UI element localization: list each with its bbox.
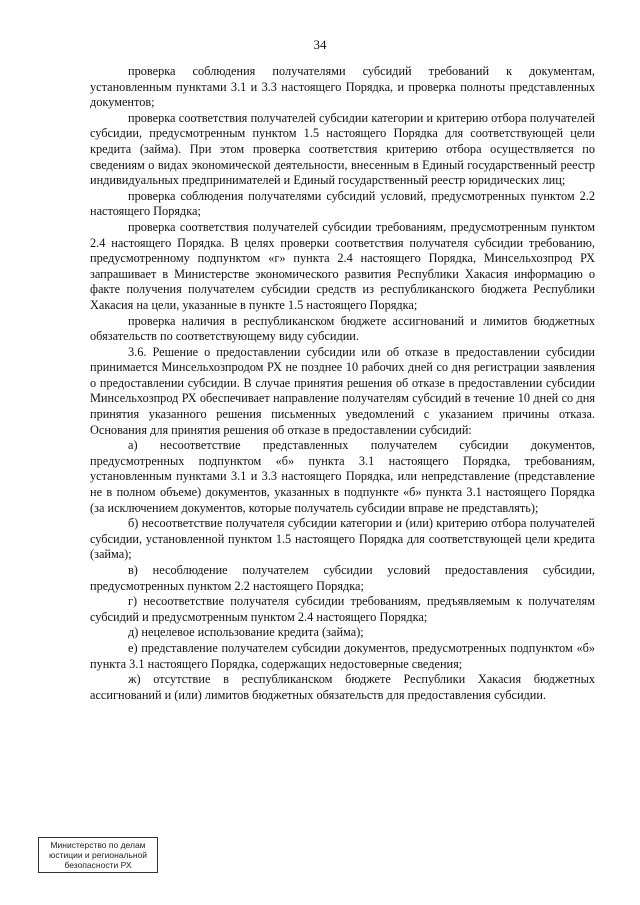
paragraph: 3.6. Решение о предоставлении субсидии или об отказе в предоставлении субсидии принимается Минсельхозпродом РХ не позднее 10 рабочих дней со дня регистрации заявления о предоставлении субсидии. В случае принятия решения об отказе в предоставлении субсидии Минсельхозпрод РХ обеспечивает направление получателям субсидий в течение 10 дней со дня принятия указанного решения письменных уведомлений с указанием причины отказа. Основания для принятия решения об отказе в предоставлении субсидий: — [90, 344, 595, 437]
paragraph: проверка соблюдения получателями субсидий условий, предусмотренных пунктом 2.2 настоящего Порядка; — [90, 188, 595, 219]
paragraph: а) несоответствие представленных получателем субсидии документов, предусмотренных подпунктом «б» пункта 3.1 настоящего Порядка, требованиям, установленным пунктами 3.1 и 3.3 настоящего Порядка, или непредставление (представление не в полном объеме) документов, указанных в подпункте «б» пункта 3.1 настоящего Порядка (за исключением документов, которые получатель субсидии вправе не представлять); — [90, 438, 595, 515]
document-body — [90, 64, 595, 703]
paragraph: г) несоответствие получателя субсидии требованиям, предъявляемым к получателям субсидий и предусмотренным пунктом 2.4 настоящего Порядка; — [90, 594, 595, 624]
page-number: 34 — [313, 37, 327, 52]
stamp-line: Министерство по делам — [50, 840, 146, 850]
stamp-line: безопасности РХ — [64, 860, 132, 870]
paragraph: е) представление получателем субсидии документов, предусмотренных подпунктом «б» пункта 3.1 настоящего Порядка, содержащих недостоверные сведения; — [90, 640, 595, 671]
paragraph: ж) отсутствие в республиканском бюджете Республики Хакасия бюджетных ассигнований и (или) лимитов бюджетных обязательств для предоставления субсидии. — [90, 672, 595, 702]
ministry-stamp — [38, 837, 158, 873]
paragraph: д) нецелевое использование кредита (займа); — [128, 625, 364, 640]
paragraph: б) несоответствие получателя субсидии категории и (или) критерию отбора получателей субсидии, установленной пунктом 1.5 настоящего Порядка для соответствующей цели кредита (займа); — [90, 516, 595, 562]
paragraph: проверка соответствия получателей субсидии требованиям, предусмотренным пунктом 2.4 настоящего Порядка. В целях проверки соответствия получателя субсидии требованию, предусмотренному подпунктом «г» пункта 2.4 настоящего Порядка, Минсельхозпрод РХ запрашивает в Министерстве экономического развития Республики Хакасия информацию о факте получения получателем субсидии средств из республиканского бюджета Республики Хакасия на цели, указанные в пункте 1.5 настоящего Порядка; — [90, 219, 595, 312]
paragraph: проверка наличия в республиканском бюджете ассигнований и лимитов бюджетных обязательств по соответствующему виду субсидии. — [90, 313, 595, 344]
paragraph: в) несоблюдение получателем субсидии условий предоставления субсидии, предусмотренных пунктом 2.2 настоящего Порядка; — [90, 563, 595, 593]
stamp-line: юстиции и региональной — [48, 850, 148, 860]
paragraph: проверка соблюдения получателями субсидий требований к документам, установленным пунктами 3.1 и 3.3 настоящего Порядка, и проверка полноты представленных документов; — [90, 64, 595, 110]
paragraph: проверка соответствия получателей субсидии категории и критерию отбора получателей субсидии, предусмотренным пунктом 1.5 настоящего Порядка для соответствующей цели кредита (займа). При этом проверка соответствия критерию отбора осуществляется по сведениям о видах экономической деятельности, внесенным в Единый государственный реестр индивидуальных предпринимателей и Единый государственный реестр юридических лиц; — [90, 110, 595, 188]
